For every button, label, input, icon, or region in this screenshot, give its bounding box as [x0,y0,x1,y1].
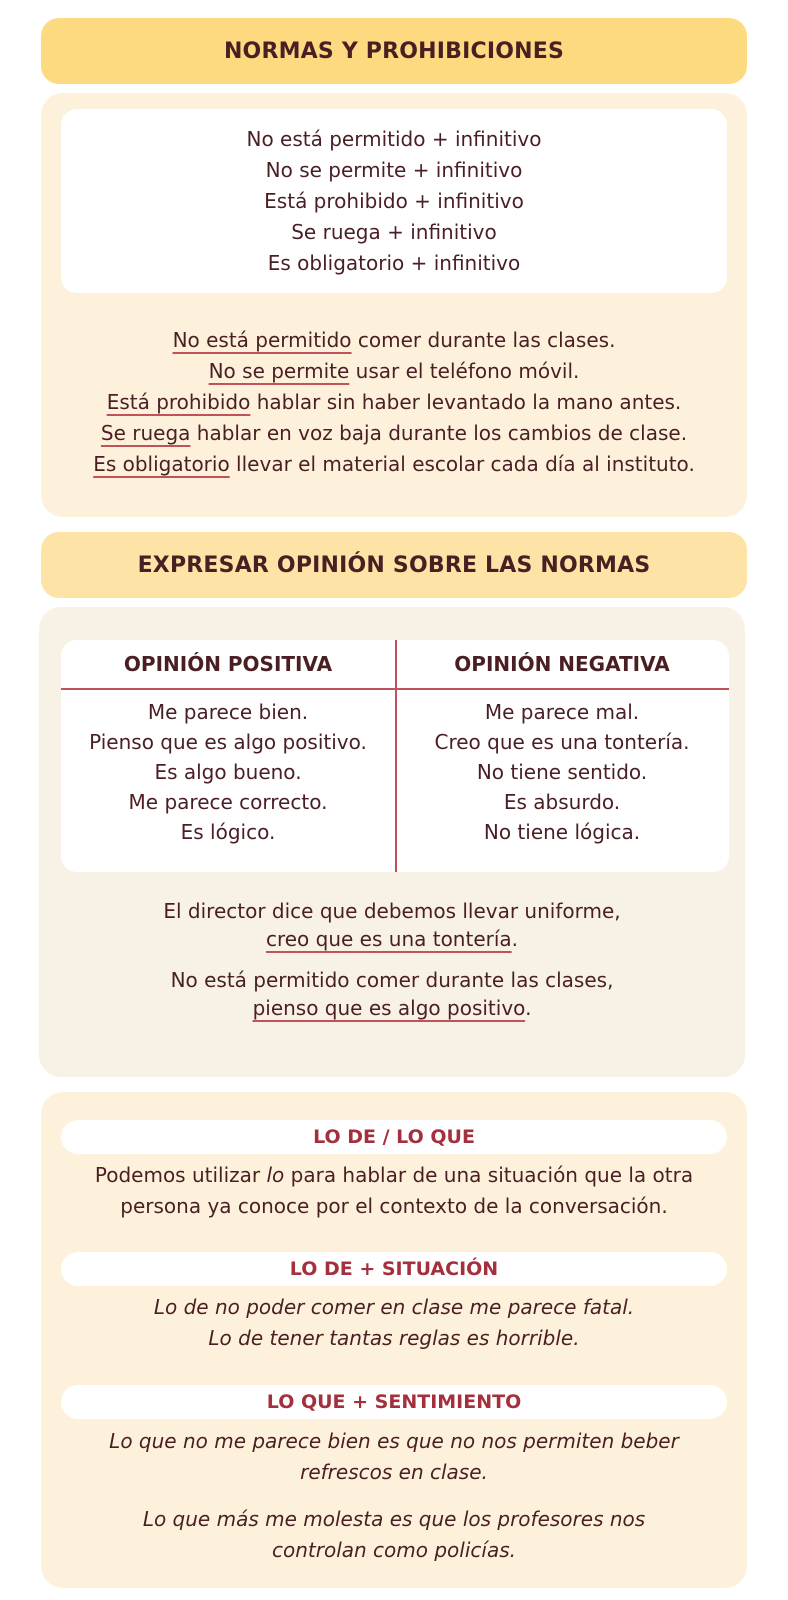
lo-panel [41,1092,747,1588]
negative-header: OPINIÓN NEGATIVA [454,652,670,676]
structure-line: Está prohibido + infinitivo [264,188,524,213]
negative-item: Es absurdo. [503,790,621,814]
underlined-structure: Se ruega [100,421,191,445]
negative-item: Me parece mal. [484,700,640,724]
sample-line: El director dice que debemos llevar uniforme, [163,899,621,923]
structures-box [61,109,727,293]
sample-line: No está permitido comer durante las clases, [170,968,614,992]
structure-line: No está permitido + infinitivo [246,126,542,151]
opinion-sample-2 [39,966,745,1022]
explanation-lo: lo [266,1163,285,1187]
sample-end: . [511,927,519,951]
structure-line: Se ruega + infinitivo [291,219,497,244]
lo-que-sentimiento-label: LO QUE + SENTIMIENTO [61,1385,727,1419]
lo-de-example: Lo de tener tantas reglas es horrible. [208,1326,580,1350]
example-line [173,325,616,356]
lo-que-example-line: Lo que no me parece bien es que no nos permiten beber [109,1429,679,1453]
lo-que-example-line: refrescos en clase. [300,1460,488,1484]
example-line [107,387,682,418]
positive-item: Me parece bien. [147,700,309,724]
explanation-line: persona ya conoce por el contexto de la conversación. [120,1194,668,1218]
lo-que-example-2 [41,1504,747,1566]
section-title-normas: NORMAS Y PROHIBICIONES [41,18,747,84]
example-line [101,418,687,449]
lo-de-examples [41,1292,747,1354]
negative-item: Creo que es una tontería. [434,730,690,754]
example-line [93,449,695,480]
negative-item: No tiene sentido. [476,760,648,784]
underlined-structure: Está prohibido [106,390,251,414]
sample-line [266,925,518,953]
explanation-text: Podemos utilizar [94,1163,267,1187]
underlined-opinion: creo que es una tontería [265,927,512,951]
opinion-panel [39,607,745,1077]
positive-column [61,697,395,847]
negative-item: No tiene lógica. [483,820,641,844]
lo-que-example-line: Lo que más me molesta es que los profesores nos [142,1507,646,1531]
underlined-structure: No está permitido [172,328,352,352]
lo-de-lo-que-label: LO DE / LO QUE [61,1120,727,1154]
positive-header: OPINIÓN POSITIVA [123,652,333,676]
example-rest: comer durante las clases. [351,328,616,352]
structure-line: No se permite + infinitivo [265,157,523,182]
opinion-sample-1 [39,897,745,953]
lo-que-example-1 [41,1426,747,1488]
example-rest: usar el teléfono móvil. [349,359,580,383]
lo-que-example-line: controlan como policías. [272,1538,516,1562]
opinion-table [61,640,729,872]
lo-explanation [41,1160,747,1222]
section-title-opinion: EXPRESAR OPINIÓN SOBRE LAS NORMAS [41,532,747,598]
negative-column [395,697,729,847]
example-rest: hablar en voz baja durante los cambios de clase. [190,421,688,445]
normas-panel [41,93,747,517]
example-rest: hablar sin haber levantado la mano antes. [250,390,682,414]
positive-item: Pienso que es algo positivo. [89,730,367,754]
explanation-line [95,1160,693,1191]
underlined-opinion: pienso que es algo positivo [252,996,526,1020]
positive-item: Es lógico. [180,820,276,844]
normas-examples [41,325,747,480]
structure-line: Es obligatorio + infinitivo [267,250,521,275]
example-line [209,356,580,387]
positive-item: Me parece correcto. [128,790,328,814]
lo-de-situacion-label: LO DE + SITUACIÓN [61,1252,727,1286]
underlined-structure: Es obligatorio [93,452,230,476]
sample-end: . [525,996,532,1020]
explanation-text: para hablar de una situación que la otra [284,1163,694,1187]
positive-item: Es algo bueno. [154,760,302,784]
underlined-structure: No se permite [208,359,350,383]
sample-line [253,994,532,1022]
example-rest: llevar el material escolar cada día al instituto. [229,452,695,476]
lo-de-example: Lo de no poder comer en clase me parece fatal. [153,1295,635,1319]
